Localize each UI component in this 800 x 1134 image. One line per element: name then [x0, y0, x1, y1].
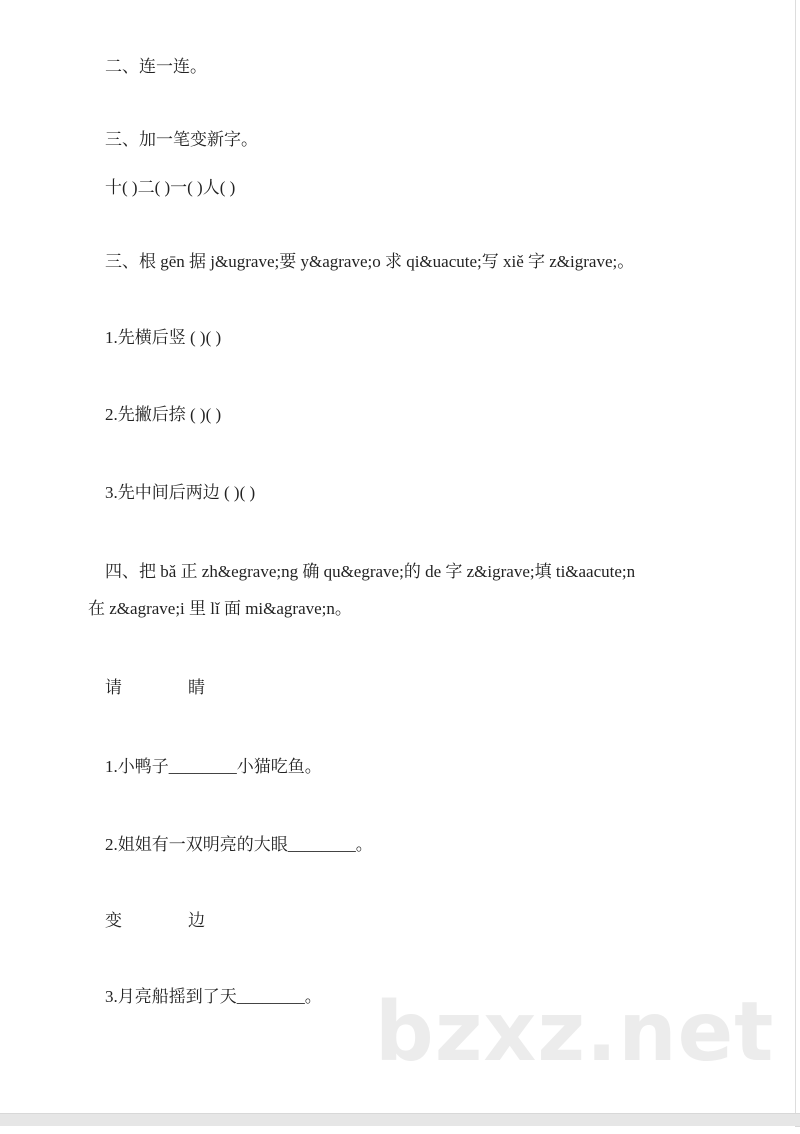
watermark: bzxz.net — [375, 985, 775, 1080]
word-choice-2b: 边 — [188, 911, 205, 930]
stroke-rule-1: 1.先横后竖 ( )( ) — [105, 328, 222, 347]
fill-sentence-3: 3.月亮船摇到了天________。 — [105, 987, 322, 1006]
page-separator — [0, 1113, 800, 1127]
next-page — [0, 1126, 795, 1134]
word-choice-2a: 变 — [105, 911, 122, 930]
stroke-rule-3: 3.先中间后两边 ( )( ) — [105, 483, 256, 502]
fill-sentence-2: 2.姐姐有一双明亮的大眼________。 — [105, 835, 373, 854]
fill-sentence-1: 1.小鸭子________小猫吃鱼。 — [105, 757, 322, 776]
stroke-rule-2: 2.先撇后捺 ( )( ) — [105, 405, 222, 424]
section-4-heading: 四、把 bǎ 正 zh&egrave;ng 确 qu&egrave;的 de 字 z&igrave;填 ti&aacute;n — [105, 562, 636, 581]
section-2-heading: 二、连一连。 — [105, 57, 207, 76]
section-3b-heading: 三、根 gēn 据 j&ugrave;要 y&agrave;o 求 qi&uacute;写 xiě 字 z&igrave;。 — [105, 252, 635, 271]
word-choice-1b: 睛 — [188, 678, 205, 697]
section-4-heading-cont: 在 z&agrave;i 里 lǐ 面 mi&agrave;n。 — [88, 599, 352, 618]
section-3-heading: 三、加一笔变新字。 — [105, 130, 258, 149]
add-stroke-exercise: 十( )二( )一( )人( ) — [105, 178, 236, 197]
word-choice-1a: 请 — [105, 678, 122, 697]
